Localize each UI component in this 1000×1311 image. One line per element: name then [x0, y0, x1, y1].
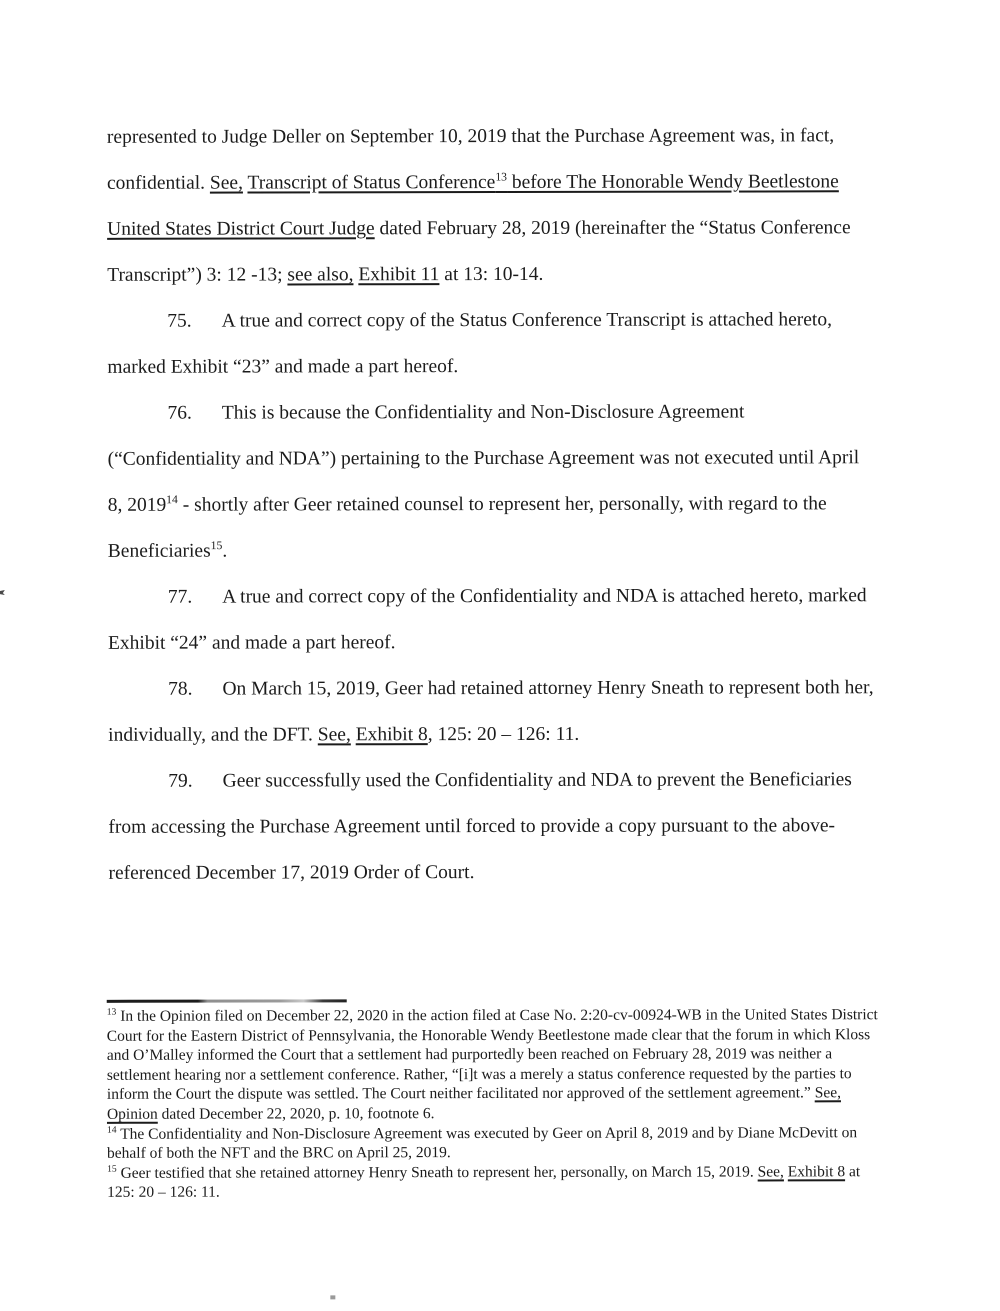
underlined-citation-text: See, — [318, 724, 351, 745]
footnotes-text — [107, 1005, 881, 1203]
text-segment: Geer testified that she retained attorney Henry Sneath to represent her, personally, on March 15, 2019. — [117, 1163, 758, 1181]
paragraph-74-continuation — [107, 113, 877, 299]
paragraph-number: 77. — [168, 587, 192, 608]
footnote-reference: 14 — [166, 493, 178, 506]
text-segment: , 125: 20 – 126: 11. — [428, 724, 580, 745]
text-segment: dated February 28, 2019 (hereinafter the “Status Conference Transcript”) 3: 12 -13; — [107, 217, 850, 286]
paragraph-77 — [108, 573, 878, 667]
underlined-citation-text: See, — [758, 1163, 784, 1180]
paragraph-number: 79. — [168, 771, 192, 792]
scan-artifact-bottom-center — [330, 1295, 335, 1299]
text-segment: In the Opinion filed on December 22, 2020 in the action filed at Case No. 2:20-cv-00924-WB in the United States District Court for the Eastern District of Pennsylvania, the Honorable Wendy Beetlestone made clear that the forum in which Kloss and O’Malley informed the Court that a settlement had purportedly been reached on February 28, 2019 was neither a settlement hearing nor a settlement conference. Rather, “[i]t was a merely a status conference requested by the parties to inform the Court the dispute was settled. The Court neither facilitated nor approved of the settlement agreement.” — [107, 1006, 878, 1103]
text-segment: Geer successfully used the Confidentiality and NDA to prevent the Beneficiaries from accessing the Purchase Agreement until forced to provide a copy pursuant to the above-referenced December 17, 2019 Order of Court. — [108, 769, 852, 884]
text-segment: at 125: 20 – 126: 11. — [107, 1163, 860, 1201]
text-segment: The Confidentiality and Non-Disclosure Agreement was executed by Geer on April 8, 2019 and by Diane McDevitt on behalf of both the NFT and the BRC on April 25, 2019. — [107, 1124, 857, 1162]
text-segment: This is because the Confidentiality and Non-Disclosure Agreement (“Confidentiality and NDA”) pertaining to the Purchase Agreement was not executed until April 8, 2019 — [108, 401, 860, 515]
underlined-citation-text: Transcript of Status Conference — [247, 172, 495, 194]
text-segment: A true and correct copy of the Status Conference Transcript is attached hereto, marked Exhibit “23” and made a part hereof. — [107, 309, 832, 378]
text-segment: represented to Judge Deller on September 10, 2019 that the Purchase Agreement was, in fact, confidential. — [107, 125, 834, 194]
footnote-separator — [107, 999, 347, 1002]
footnote-reference: 13 — [495, 170, 507, 183]
underlined-citation-text: see also, — [287, 264, 353, 285]
body-text — [107, 113, 879, 897]
text-segment: . — [222, 541, 227, 562]
paragraph-76 — [107, 389, 877, 575]
underlined-citation-text: before The Honorable Wendy Beetlestone United States District Court Judge — [107, 171, 839, 240]
underlined-footnote-reference — [495, 172, 507, 193]
paragraph-number: 78. — [168, 679, 192, 700]
footnote-reference: 14 — [107, 1124, 117, 1135]
text-segment: A true and correct copy of the Confidentiality and NDA is attached hereto, marked Exhibit “24” and made a part hereof. — [108, 585, 867, 654]
paragraph-79 — [108, 757, 878, 897]
footnote-reference: 15 — [107, 1163, 117, 1174]
footnote-14 — [107, 1123, 881, 1164]
scan-artifact-left-margin — [0, 590, 5, 595]
text-segment: dated December 22, 2020, p. 10, footnote 6. — [158, 1105, 435, 1123]
underlined-citation-text: See, — [815, 1085, 841, 1102]
underlined-citation-text: Opinion — [107, 1106, 158, 1123]
paragraph-75 — [107, 297, 877, 391]
footnote-reference: 15 — [211, 539, 223, 552]
text-segment: On March 15, 2019, Geer had retained attorney Henry Sneath to represent both her, individually, and the DFT. — [108, 677, 873, 746]
underlined-citation-text: Exhibit 8 — [788, 1163, 845, 1180]
paragraph-number: 75. — [167, 311, 191, 332]
footnote-15 — [107, 1162, 881, 1203]
paragraph-number: 76. — [167, 403, 191, 424]
paragraph-78 — [108, 665, 878, 759]
underlined-citation-text: Exhibit 11 — [358, 264, 439, 285]
underlined-citation-text: Exhibit 8 — [356, 724, 428, 745]
footnote-13 — [107, 1005, 881, 1124]
underlined-citation-text: See, — [210, 173, 243, 194]
text-segment: at 13: 10-14. — [439, 264, 543, 285]
text-segment: - shortly after Geer retained counsel to represent her, personally, with regard to the Beneficiaries — [108, 493, 827, 562]
footnote-reference: 13 — [107, 1007, 117, 1018]
